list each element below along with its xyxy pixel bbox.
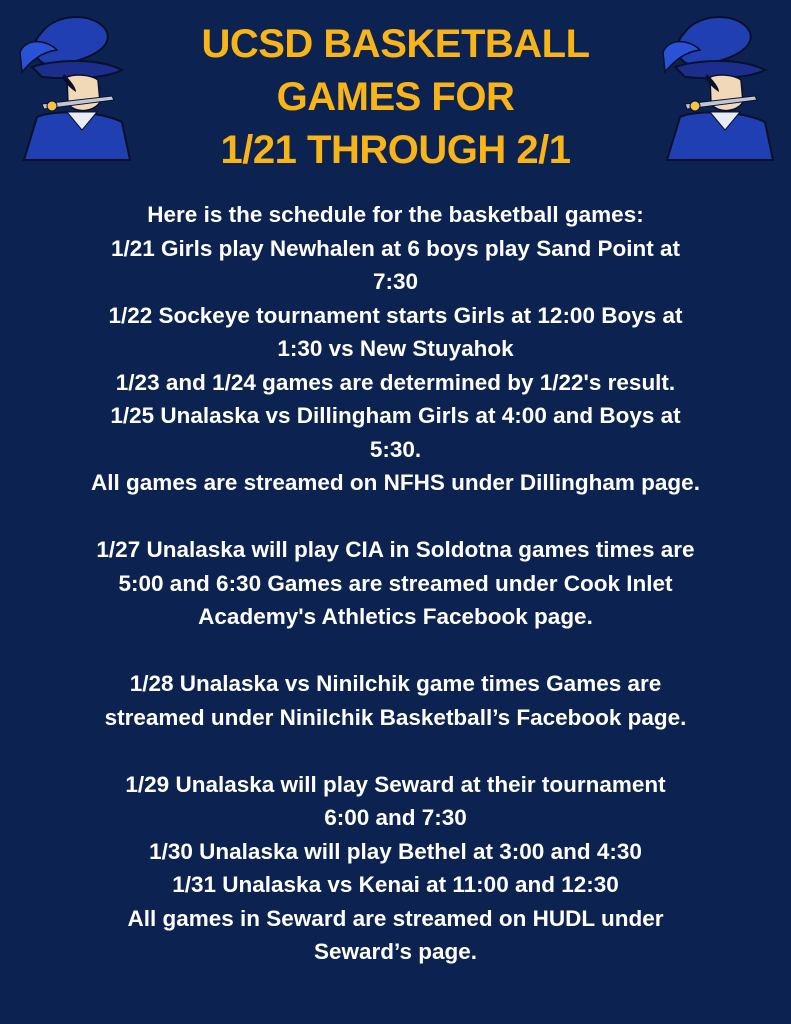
schedule-line: 1:30 vs New Stuyahok [277, 336, 514, 361]
streaming-note: All games are streamed on NFHS under Dillingham page. [91, 470, 700, 495]
schedule-line: 1/27 Unalaska will play CIA in Soldotna games times are [96, 537, 695, 562]
streaming-note: Seward’s page. [314, 939, 477, 964]
poster-title [150, 18, 641, 177]
schedule-line: 6:00 and 7:30 [324, 805, 467, 830]
schedule-line: 1/25 Unalaska vs Dillingham Girls at 4:00 and Boys at [110, 403, 681, 428]
title-line-3: 1/21 THROUGH 2/1 [220, 128, 571, 172]
title-line-1: UCSD BASKETBALL [201, 22, 590, 66]
spacer [10, 500, 781, 534]
title-line-2: GAMES FOR [276, 75, 515, 119]
schedule-line: Academy's Athletics Facebook page. [198, 604, 593, 629]
schedule-text [10, 198, 781, 969]
schedule-intro: Here is the schedule for the basketball games: [147, 202, 644, 227]
schedule-line: 1/31 Unalaska vs Kenai at 11:00 and 12:30 [172, 872, 619, 897]
schedule-line: 1/21 Girls play Newhalen at 6 boys play Sand Point at [111, 235, 680, 261]
spacer [10, 634, 781, 668]
spacer [10, 734, 781, 768]
schedule-line: 5:30. [369, 436, 422, 462]
schedule-line: 1/28 Unalaska vs Ninilchik game times Games are [129, 671, 662, 696]
mascot-logo-right-icon [655, 12, 780, 162]
schedule-line: 1/29 Unalaska will play Seward at their tournament [125, 771, 666, 797]
streaming-note: All games in Seward are streamed on HUDL under [127, 905, 664, 931]
schedule-line: 1/30 Unalaska will play Bethel at 3:00 and 4:30 [149, 838, 642, 864]
schedule-line: streamed under Ninilchik Basketball’s Facebook page. [104, 704, 687, 730]
mascot-logo-left-icon [12, 12, 137, 162]
schedule-line: 1/22 Sockeye tournament starts Girls at 12:00 Boys at [108, 302, 683, 328]
schedule-line: 1/23 and 1/24 games are determined by 1/22's result. [115, 369, 676, 395]
schedule-line: 7:30 [372, 269, 419, 294]
schedule-line: 5:00 and 6:30 Games are streamed under Cook Inlet [118, 570, 673, 596]
